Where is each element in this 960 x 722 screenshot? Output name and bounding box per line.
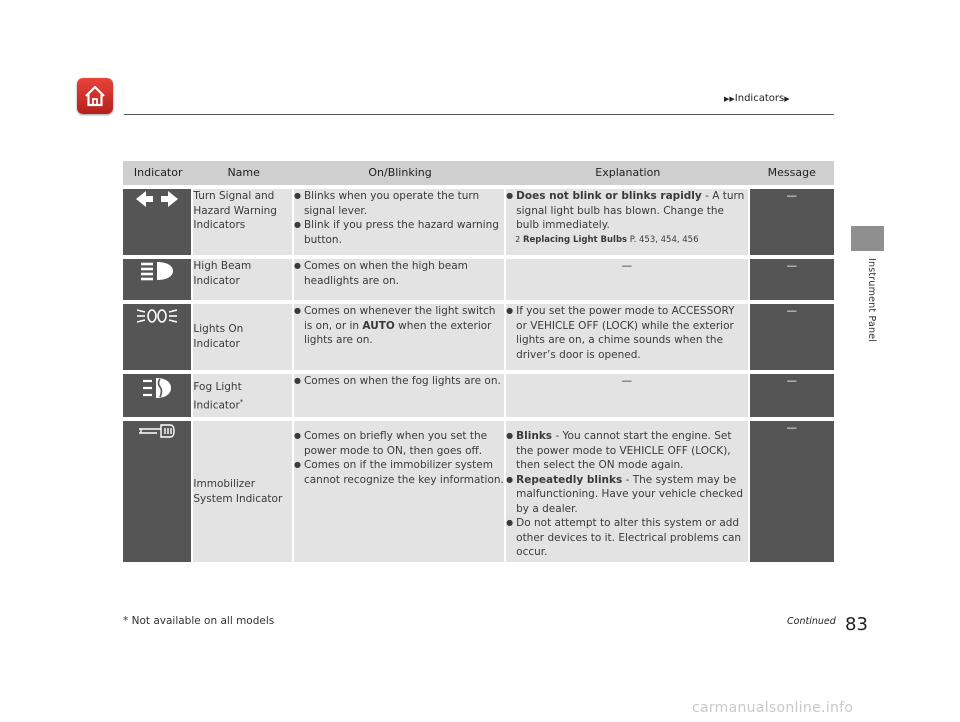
explanation-text: - A turn signal light bulb has blown. Change the bulb immediately. (516, 190, 745, 231)
col-message: Message (750, 161, 835, 185)
col-on-blinking: On/Blinking (294, 161, 506, 185)
breadcrumb[interactable] (724, 93, 790, 104)
watermark: carmanualsonline.info (692, 700, 854, 716)
breadcrumb-end-marker: ▶ (784, 95, 790, 103)
table-row (123, 421, 834, 562)
message-cell: — (750, 259, 835, 300)
list-item: ● Blinks when you operate the turn signal lever. (294, 189, 504, 218)
indicator-cell (123, 304, 193, 370)
col-name: Name (193, 161, 294, 185)
list-item: ● Comes on briefly when you set the power mode to ON, then goes off. (294, 429, 504, 458)
breadcrumb-current[interactable]: Indicators (734, 93, 785, 104)
indicators-table (123, 157, 834, 566)
lights-on-icon (134, 304, 180, 328)
explanation-cell: — (506, 374, 749, 417)
on-blinking-cell (294, 421, 506, 562)
indicator-cell (123, 374, 193, 417)
explanation-cell (506, 421, 749, 562)
explanation-cell (506, 304, 749, 370)
turn-signal-arrows-icon (134, 189, 180, 209)
list-item: ● Do not attempt to alter this system or add other devices to it. Electrical problems can occur. (506, 516, 747, 560)
auto-label: AUTO (362, 319, 395, 332)
message-cell: — (750, 304, 835, 370)
list-item (506, 189, 747, 233)
list-item: ● Blink if you press the hazard warning button. (294, 218, 504, 247)
message-cell: — (750, 189, 835, 255)
indicator-cell (123, 259, 193, 300)
list-item: ● Comes on when the high beam headlights are on. (294, 259, 504, 288)
indicator-name: Turn Signal and Hazard Warning Indicators (193, 189, 294, 255)
table-header-row (123, 161, 834, 185)
continued-label: Continued (787, 616, 836, 627)
chapter-tab-label[interactable]: Instrument Panel (866, 258, 877, 343)
reference-pages: P. 453, 454, 456 (627, 234, 699, 245)
indicator-cell (123, 421, 193, 562)
header-rule (124, 114, 834, 115)
table-row (123, 374, 834, 417)
on-blinking-cell (294, 189, 506, 255)
indicator-name: Fog Light Indicator* (193, 374, 294, 417)
footnote: * Not available on all models (123, 615, 275, 627)
table-row (123, 304, 834, 370)
immobilizer-key-icon (137, 421, 177, 441)
list-item: ● Comes on if the immobilizer system cannot recognize the key information. (294, 458, 504, 487)
list-item: ● Comes on whenever the light switch is on, or in AUTO when the exterior lights are on. (294, 304, 504, 348)
list-item: ● If you set the power mode to ACCESSORY or VEHICLE OFF (LOCK) while the exterior lights are on, a chime sounds when the driver’s door is opened. (506, 304, 747, 362)
list-item: ● Blinks - You cannot start the engine. Set the power mode to VEHICLE OFF (LOCK), then select the ON mode again. (506, 429, 747, 473)
indicator-name: High Beam Indicator (193, 259, 294, 300)
fog-light-icon (140, 374, 174, 402)
on-blinking-cell (294, 374, 506, 417)
breadcrumb-marker: ▶▶ (724, 95, 735, 103)
on-blinking-cell (294, 304, 506, 370)
indicator-cell (123, 189, 193, 255)
table-row (123, 189, 834, 255)
list-item: ● Comes on when the fog lights are on. (294, 374, 504, 389)
message-cell: — (750, 421, 835, 562)
col-indicator: Indicator (123, 161, 193, 185)
col-explanation: Explanation (506, 161, 749, 185)
cross-reference-link[interactable] (515, 233, 747, 248)
explanation-cell: — (506, 259, 749, 300)
high-beam-icon (137, 259, 177, 283)
explanation-cell (506, 189, 749, 255)
table-row (123, 259, 834, 300)
page-number: 83 (845, 614, 868, 635)
list-item: ● Repeatedly blinks - The system may be malfunctioning. Have your vehicle checked by a dealer. (506, 473, 747, 517)
explanation-bold: Does not blink or blinks rapidly (516, 190, 702, 202)
on-blinking-cell (294, 259, 506, 300)
indicator-name: Lights On Indicator (193, 304, 294, 370)
message-cell: — (750, 374, 835, 417)
home-icon (83, 84, 107, 108)
footnote-marker: * (239, 397, 244, 406)
reference-title: Replacing Light Bulbs (522, 234, 628, 245)
chapter-tab-marker[interactable] (851, 226, 884, 251)
reference-arrow-icon: 2 (515, 234, 521, 244)
home-button[interactable] (77, 78, 113, 114)
indicator-name: Immobilizer System Indicator (193, 421, 294, 562)
